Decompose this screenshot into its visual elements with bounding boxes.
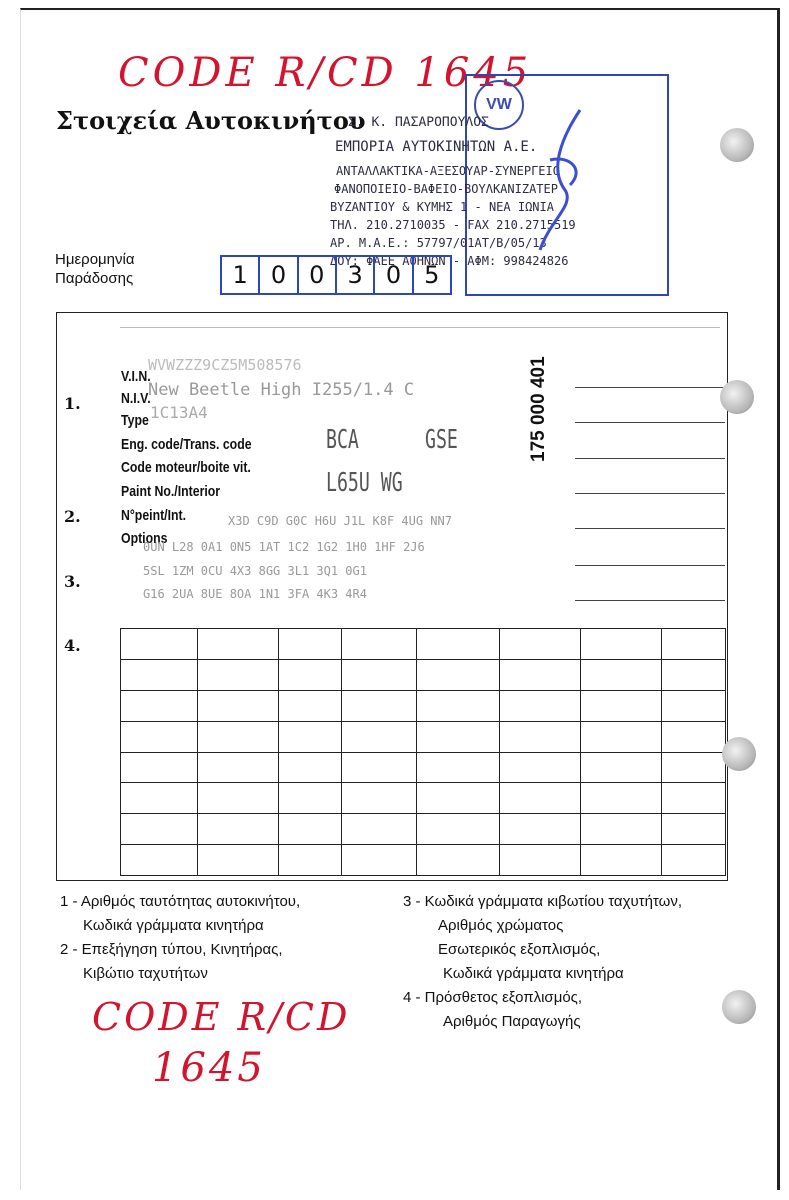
stamp-line: ΤΗΛ. 210.2710035 - FAX 210.2715519 — [330, 218, 576, 232]
handwritten-code-number: 1645 — [152, 1045, 266, 1091]
options-row: X3D C9D G0C H6U J1L K8F 4UG NN7 — [228, 514, 452, 528]
page-title: Στοιχεία Αυτοκινήτου — [56, 106, 366, 135]
date-digit: 1 — [222, 257, 260, 293]
row-number: 2. — [64, 507, 81, 526]
label-npeint: N°peint/Int. — [121, 507, 187, 524]
date-digit: 5 — [424, 261, 440, 289]
delivery-date-label: Ημερομηνία Παράδοσης — [55, 251, 135, 287]
handwritten-code-top: CODE R/CD 1645 — [118, 50, 533, 96]
label-code-moteur: Code moteur/boite vit. — [121, 459, 251, 476]
production-grid — [120, 628, 726, 876]
delivery-date-field[interactable] — [220, 255, 452, 295]
model-value: New Beetle High I255/1.4 C — [148, 380, 415, 400]
row-number: 3. — [64, 572, 81, 591]
options-row: 5SL 1ZM 0CU 4X3 8GG 3L1 3Q1 0G1 — [143, 564, 367, 578]
stamp-line: ΔΟΥ: ΦΑΕΕ ΑΘΗΝΩΝ - ΑΦΜ: 998424826 — [330, 254, 569, 268]
options-row: G16 2UA 8UE 8OA 1N1 3FA 4K3 4R4 — [143, 587, 367, 601]
vin-value: WVWZZZ9CZ5M508576 — [148, 356, 302, 374]
dealer-signature — [520, 100, 600, 260]
label-niv: N.I.V. — [121, 390, 151, 407]
engine-code-value: BCA — [326, 425, 359, 455]
stamp-line: ΒΥΖΑΝΤΙΟΥ & ΚΥΜΗΣ 1 - ΝΕΑ ΙΩΝΙΑ — [330, 200, 554, 214]
vw-logo-icon: VW — [474, 80, 524, 130]
binder-hole-icon — [720, 128, 754, 162]
stamp-line: ΦΑΝΟΠΟΙΕΙΟ-ΒΑΦΕΙΟ-ΒΟΥΛΚΑΝΙΖΑΤΕΡ — [334, 182, 558, 196]
label-vin: V.I.N. — [121, 368, 151, 385]
binder-hole-icon — [720, 380, 754, 414]
binder-hole-icon — [722, 990, 756, 1024]
binder-hole-icon — [722, 737, 756, 771]
label-eng-code: Eng. code/Trans. code — [121, 436, 252, 453]
date-digit: 0 — [375, 257, 413, 293]
label-paint: Paint No./Interior — [121, 483, 221, 500]
stamp-line: ΑΡ. Μ.Α.Ε.: 57797/01ΑΤ/Β/05/13 — [330, 236, 547, 250]
handwritten-code-bottom: CODE R/CD — [92, 995, 351, 1039]
stamp-line: Σ. Κ. ΠΑΣΑΡΟΠΟΥΛΟΣ — [348, 115, 489, 130]
type-value: 1C13A4 — [150, 403, 208, 422]
options-row: 0UN L28 0A1 0N5 1AT 1C2 1G2 1H0 1HF 2J6 — [143, 540, 425, 554]
row-number: 4. — [64, 636, 81, 655]
part-number: 175 000 401 — [528, 356, 549, 462]
date-digit: 0 — [299, 257, 337, 293]
row-number: 1. — [64, 394, 81, 413]
date-digit: 3 — [337, 257, 375, 293]
trans-code-value: GSE — [425, 425, 458, 455]
label-options: Options — [121, 530, 168, 547]
stamp-line: ΕΜΠΟΡΙΑ ΑΥΤΟΚΙΝΗΤΩΝ Α.Ε. — [335, 139, 538, 155]
paint-code-value: L65U WG — [326, 468, 403, 498]
label-type: Type — [121, 412, 149, 429]
stamp-line: ΑΝΤΑΛΛΑΚΤΙΚΑ-ΑΞΕΣΟΥΑΡ-ΣΥΝΕΡΓΕΙΟ — [336, 164, 560, 178]
date-digit: 0 — [260, 257, 298, 293]
legend-right: 3 - Κωδικά γράμματα κιβωτίου ταχυτήτων, Αριθμός χρώματος Εσωτερικός εξοπλισμός, Κωδικά γράμματα κινητήρα 4 - Πρόσθετος εξοπλισμός, Αριθμός Παραγωγής — [403, 893, 683, 1030]
legend-left: 1 - Αριθμός ταυτότητας αυτοκινήτου, Κωδικά γράμματα κινητήρα 2 - Επεξήγηση τύπου, Κινητήρας, Κιβώτιο ταχυτήτων — [60, 893, 301, 982]
